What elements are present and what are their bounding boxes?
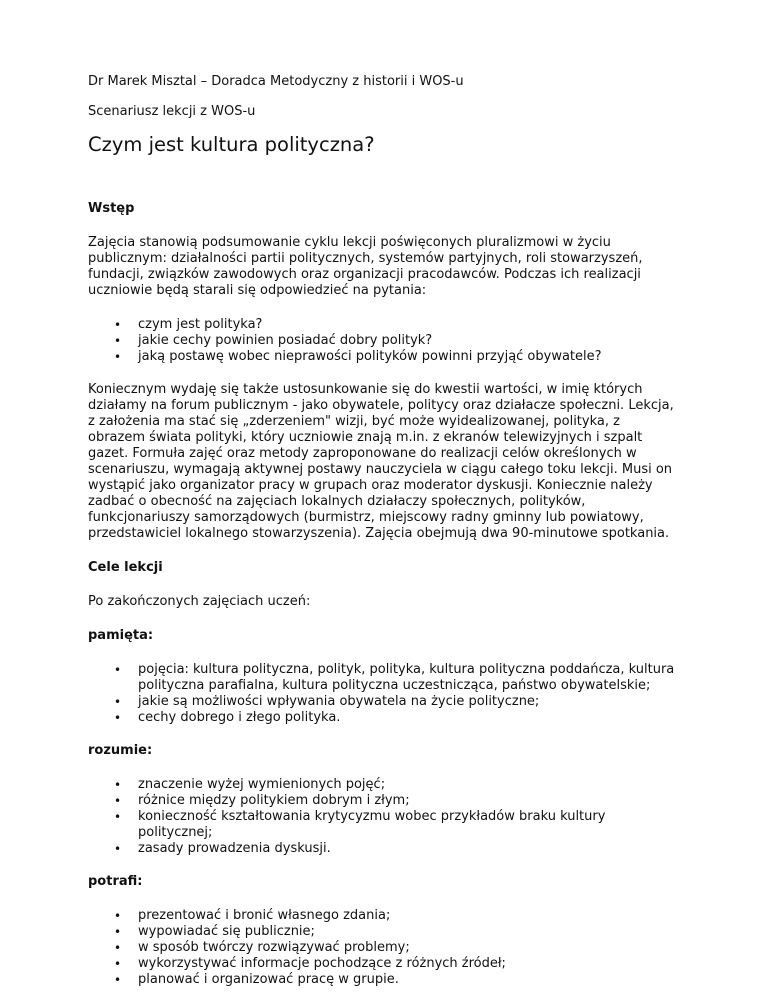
author-line: Dr Marek Misztal – Doradca Metodyczny z historii i WOS-u — [88, 74, 464, 89]
list-item: • jaką postawę wobec nieprawości polityków powinni przyjąć obywatele? — [88, 349, 680, 365]
intro-heading: Wstęp — [88, 201, 135, 216]
can-heading: potrafi: — [88, 874, 143, 889]
remembers-list — [88, 662, 680, 726]
can-list — [88, 908, 680, 988]
goals-lead: Po zakończonych zajęciach uczeń: — [88, 594, 311, 609]
intro-paragraph-2: Koniecznym wydaję się także ustosunkowanie się do kwestii wartości, w imię których działamy na forum publicznym - jako obywatele, politycy oraz działacze społeczni. Lekcja, z założenia ma stać się „zderzeniem" wizji, być może wyidealizowanej, polityka, z obrazem świata polityki, który uczniowie znają m.in. z ekranów telewizyjnych i szpalt gazet. Formuła zajęć oraz metody zaproponowane do realizacji celów określonych w scenariuszu, wymagają aktywnej postawy nauczyciela w ciągu całego toku lekcji. Musi on wystąpić jako organizator pracy w grupach oraz moderator dyskusji. Koniecznie należy zadbać o obecność na zajęciach lokalnych działaczy społecznych, polityków, funkcjonariuszy samorządowych (burmistrz, miejscowy radny gminny lub powiatowy, przedstawiciel lokalnego stowarzyszenia). Zajęcia obejmują dwa 90-minutowe spotkania. — [88, 382, 674, 541]
remembers-heading: pamięta: — [88, 628, 154, 643]
list-item: • planować i organizować pracę w grupie. — [88, 972, 680, 988]
list-item: • jakie cechy powinien posiadać dobry polityk? — [88, 333, 680, 349]
questions-list — [88, 317, 680, 365]
list-item: • czym jest polityka? — [88, 317, 680, 333]
understands-heading: rozumie: — [88, 743, 153, 758]
list-item: • w sposób twórczy rozwiązywać problemy; — [88, 940, 680, 956]
list-item: • prezentować i bronić własnego zdania; — [88, 908, 680, 924]
list-item: • jakie są możliwości wpływania obywatela na życie polityczne; — [88, 694, 680, 710]
list-item: • wypowiadać się publicznie; — [88, 924, 680, 940]
list-item: • cechy dobrego i złego polityka. — [88, 710, 680, 726]
understands-list — [88, 777, 680, 857]
list-item: • różnice między politykiem dobrym i złym; — [88, 793, 680, 809]
list-item: • konieczność kształtowania krytycyzmu wobec przykładów braku kultury politycznej; — [88, 809, 680, 841]
list-item: • wykorzystywać informacje pochodzące z różnych źródeł; — [88, 956, 680, 972]
goals-heading: Cele lekcji — [88, 560, 163, 575]
intro-paragraph: Zajęcia stanowią podsumowanie cyklu lekcji poświęconych pluralizmowi w życiu publicznym: działalności partii politycznych, systemów partyjnych, roli stowarzyszeń, fundacji, związków zawodowych oraz organizacji pracodawców. Podczas ich realizacji uczniowie będą starali się odpowiedzieć na pytania: — [88, 235, 643, 298]
subtitle-line: Scenariusz lekcji z WOS-u — [88, 104, 256, 119]
list-item: • zasady prowadzenia dyskusji. — [88, 841, 680, 857]
page-title: Czym jest kultura polityczna? — [88, 133, 375, 156]
list-item: • znaczenie wyżej wymienionych pojęć; — [88, 777, 680, 793]
list-item: • pojęcia: kultura polityczna, polityk, polityka, kultura polityczna poddańcza, kultura polityczna parafialna, kultura polityczna uczestnicząca, państwo obywatelskie; — [88, 662, 680, 694]
